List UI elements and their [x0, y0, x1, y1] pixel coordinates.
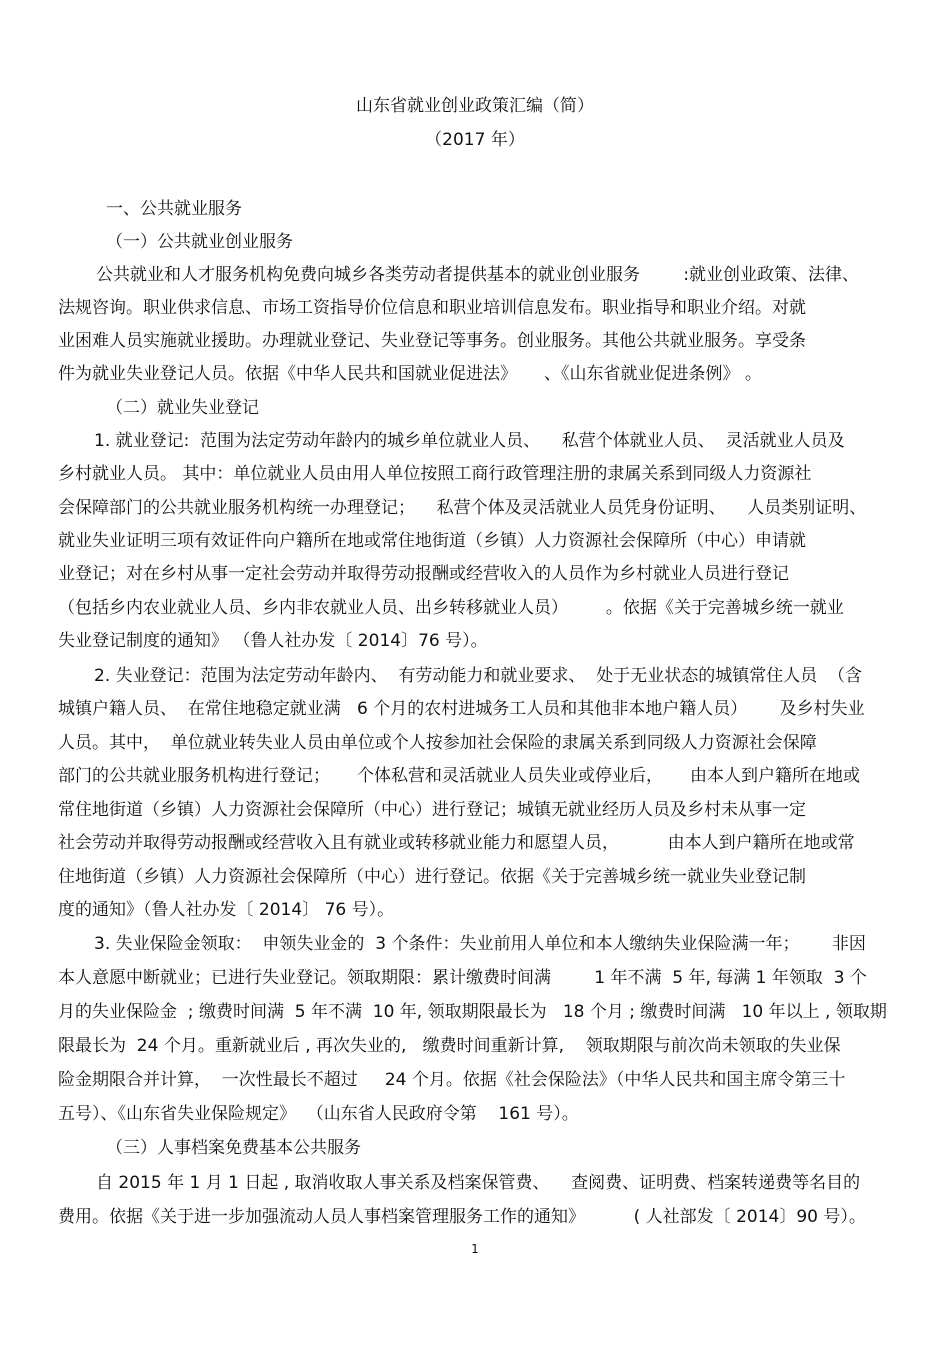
paragraph-line: 件为就业失业登记人员。依据《中华人民共和国就业促进法》 、《山东省就业促进条例》 。: [58, 364, 762, 384]
subsection-heading-3: （三）人事档案免费基本公共服务: [106, 1138, 361, 1158]
paragraph-line: 住地街道（乡镇）人力资源社会保障所（中心）进行登记。依据《关于完善城乡统一就业失业登记制: [58, 867, 806, 887]
paragraph-line: 月的失业保险金 ; 缴费时间满 5 年不满 10 年, 领取期限最长为 18 个月 ; 缴费时间满 10 年以上 , 领取期: [58, 1002, 887, 1022]
paragraph-line: 乡村就业人员。 其中：单位就业人员由用人单位按照工商行政管理注册的隶属关系到同级人力资源社: [58, 464, 812, 484]
section-heading-public-employment: 一、公共就业服务: [106, 199, 242, 219]
paragraph-line: 业困难人员实施就业援助。办理就业登记、失业登记等事务。创业服务。其他公共就业服务。享受条: [58, 331, 806, 351]
paragraph-line: 2. 失业登记：范围为法定劳动年龄内、 有劳动能力和就业要求、 处于无业状态的城镇常住人员 （含: [94, 666, 863, 686]
paragraph-line: 人员。其中， 单位就业转失业人员由单位或个人按参加社会保险的隶属关系到同级人力资源社会保障: [58, 733, 817, 753]
paragraph-line: 部门的公共就业服务机构进行登记； 个体私营和灵活就业人员失业或停业后， 由本人到户籍所在地或: [58, 766, 861, 786]
subsection-heading-2: （二）就业失业登记: [106, 398, 259, 418]
paragraph-line: （包括乡内农业就业人员、乡内非农就业人员、出乡转移就业人员） 。依据《关于完善城乡统一就业: [58, 598, 844, 618]
paragraph-line: 就业失业证明三项有效证件向户籍所在地或常住地街道（乡镇）人力资源社会保障所（中心）申请就: [58, 531, 806, 551]
document-subtitle: （2017 年）: [425, 130, 525, 150]
document-title: 山东省就业创业政策汇编（简）: [356, 96, 594, 116]
paragraph-line: 法规咨询。职业供求信息、市场工资指导价位信息和职业培训信息发布。职业指导和职业介绍。对就: [58, 298, 806, 318]
paragraph-line: 费用。依据《关于进一步加强流动人员人事档案管理服务工作的通知》 ( 人社部发〔 2014〕90 号）。: [58, 1207, 866, 1227]
paragraph-line: 社会劳动并取得劳动报酬或经营收入且有就业或转移就业能力和愿望人员， 由本人到户籍所在地或常: [58, 833, 855, 853]
paragraph-line: 常住地街道（乡镇）人力资源社会保障所（中心）进行登记；城镇无就业经历人员及乡村未从事一定: [58, 800, 806, 820]
paragraph-line: 会保障部门的公共就业服务机构统一办理登记； 私营个体及灵活就业人员凭身份证明、 人员类别证明、: [58, 498, 867, 518]
paragraph-line: 五号）、《山东省失业保险规定》 （山东省人民政府令第 161 号）。: [58, 1104, 579, 1124]
paragraph-line: 本人意愿中断就业；已进行失业登记。领取期限：累计缴费时间满 1 年不满 5 年, 每满 1 年领取 3 个: [58, 968, 867, 988]
paragraph-line: 城镇户籍人员、 在常住地稳定就业满 6 个月的农村进城务工人员和其他非本地户籍人员） 及乡村失业: [58, 699, 865, 719]
paragraph-line: 1. 就业登记: 范围为法定劳动年龄内的城乡单位就业人员、 私营个体就业人员、 灵活就业人员及: [94, 431, 845, 451]
paragraph-line: 公共就业和人才服务机构免费向城乡各类劳动者提供基本的就业创业服务 :就业创业政策、法律、: [96, 265, 859, 285]
paragraph-line: 险金期限合并计算， 一次性最长不超过 24 个月。依据《社会保险法》（中华人民共和国主席令第三十: [58, 1070, 846, 1090]
paragraph-line: 限最长为 24 个月。重新就业后 , 再次失业的, 缴费时间重新计算, 领取期限与前次尚未领取的失业保: [58, 1036, 841, 1056]
page-number: 1: [471, 1242, 479, 1256]
paragraph-line: 自 2015 年 1 月 1 日起 , 取消收取人事关系及档案保管费、 查阅费、证明费、档案转递费等名目的: [96, 1173, 861, 1193]
paragraph-line: 3. 失业保险金领取： 申领失业金的 3 个条件：失业前用人单位和本人缴纳失业保险满一年； 非因: [94, 934, 866, 954]
paragraph-line: 度的通知》（鲁人社办发〔 2014〕 76 号）。: [58, 900, 395, 920]
subsection-heading-1: （一）公共就业创业服务: [106, 232, 293, 252]
paragraph-line: 失业登记制度的通知》 （鲁人社办发〔 2014〕76 号）。: [58, 631, 488, 651]
paragraph-line: 业登记；对在乡村从事一定社会劳动并取得劳动报酬或经营收入的人员作为乡村就业人员进行登记: [58, 564, 789, 584]
